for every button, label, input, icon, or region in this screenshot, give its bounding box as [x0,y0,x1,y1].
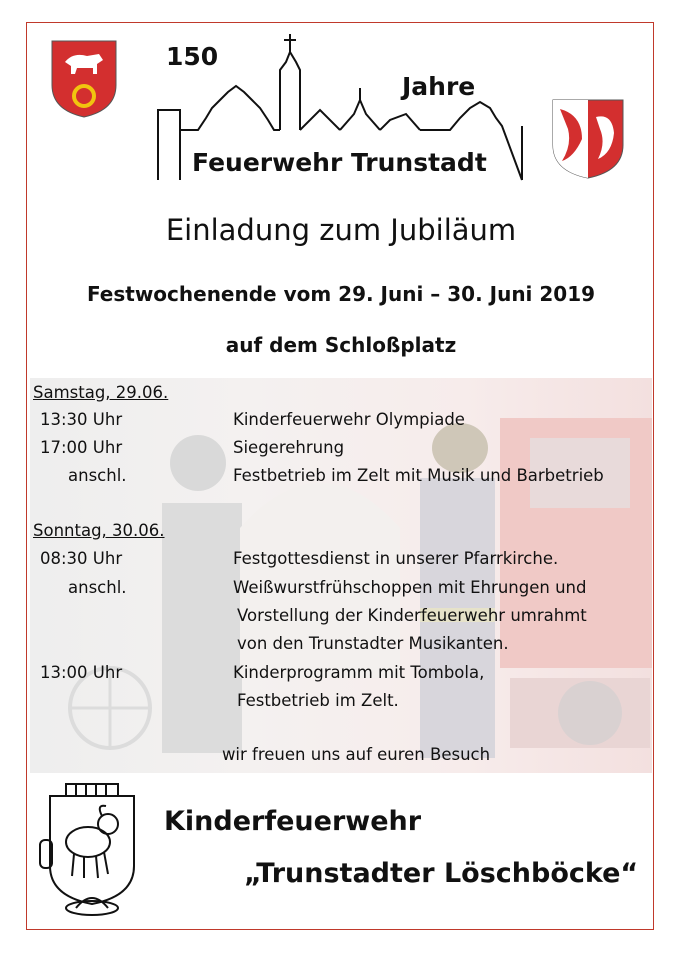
invitation-title: Einladung zum Jubiläum [165,213,517,247]
saturday-event-2: Siegerehrung [233,438,345,457]
footer-title: Kinderfeuerwehr [164,806,422,837]
sunday-event-2: Weißwurstfrühschoppen mit Ehrungen und [233,578,587,597]
sunday-event-2-line-2: Vorstellung der Kinderfeuerwehr umrahmt [237,606,587,625]
footer-subtitle: „Trunstadter Löschböcke“ [244,858,639,889]
saturday-event-1: Kinderfeuerwehr Olympiade [233,410,465,429]
sunday-time-3: 13:00 Uhr [40,663,123,682]
crest-right [552,99,624,179]
saturday-event-3: Festbetrieb im Zelt mit Musik und Barbetrieb [233,466,604,485]
saturday-time-2: 17:00 Uhr [40,438,123,457]
closing-note: wir freuen uns auf euren Besuch [221,745,491,764]
saturday-heading: Samstag, 29.06. [33,383,169,402]
kinderfeuerwehr-logo [36,780,148,920]
sunday-time-1: 08:30 Uhr [40,549,123,568]
festival-dates: Festwochenende vom 29. Juni – 30. Juni 2019 [86,282,596,306]
organization-title: Feuerwehr Trunstadt [192,148,487,177]
sunday-time-2: anschl. [68,578,127,597]
saturday-time-1: 13:30 Uhr [40,410,123,429]
anniversary-number: 150 [166,42,219,71]
saturday-time-3: anschl. [68,466,127,485]
sunday-event-2-line-3: von den Trunstadter Musikanten. [237,634,509,653]
sunday-event-1: Festgottesdienst in unserer Pfarrkirche. [233,549,559,568]
festival-location: auf dem Schloßplatz [225,333,457,357]
sunday-heading: Sonntag, 30.06. [33,521,165,540]
sunday-event-3: Kinderprogramm mit Tombola, [233,663,485,682]
sunday-event-3-line-2: Festbetrieb im Zelt. [237,691,399,710]
anniversary-word: Jahre [402,72,476,101]
trunstadt-crest-left [51,40,117,118]
